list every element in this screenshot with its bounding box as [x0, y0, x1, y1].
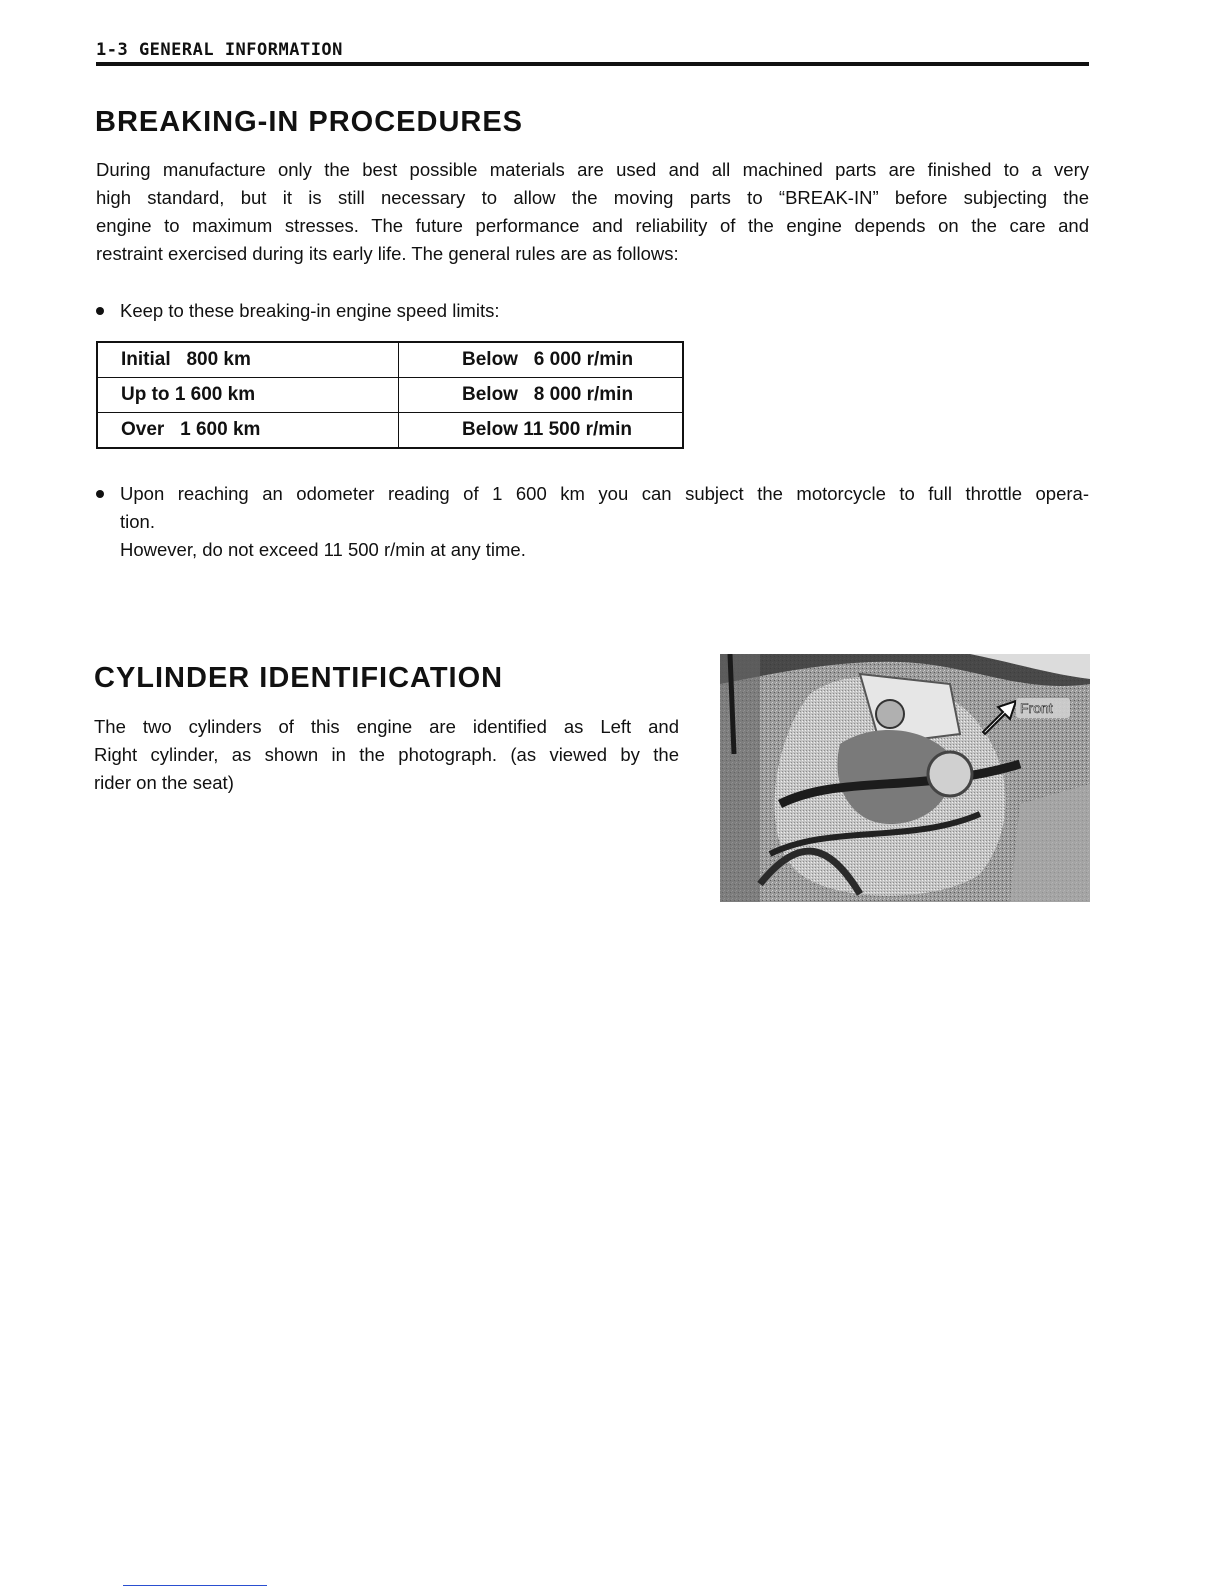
distance-cell: Over 1 600 km: [97, 413, 399, 449]
limit-cell: Below 11 500 r/min: [399, 413, 684, 449]
cylinder-identification-title: CYLINDER IDENTIFICATION: [94, 662, 504, 694]
page-header: [96, 40, 1089, 66]
table-row: [97, 378, 683, 413]
intro-line: restraint exercised during its early life. The general rules are as follows:: [96, 243, 679, 264]
table-row: [97, 413, 683, 449]
bullet-speed-limits: [96, 297, 1089, 325]
bullet-dot: [96, 490, 104, 498]
cylinder-identification-text: [94, 713, 679, 797]
breaking-in-intro: [96, 156, 1089, 268]
breaking-in-title: BREAKING-IN PROCEDURES: [95, 106, 524, 138]
distance-cell: Up to 1 600 km: [97, 378, 399, 413]
bullet-full-throttle: [96, 480, 1089, 564]
bullet-dot: [96, 307, 104, 315]
intro-line: engine to maximum stresses. The future performance and reliability of the engine depends on the care and: [96, 215, 1089, 236]
bullet-text-line: tion.: [120, 511, 155, 532]
bullet-text-line: However, do not exceed 11 500 r/min at any time.: [120, 539, 526, 560]
cylinder-text-line: The two cylinders of this engine are identified as Left and: [94, 716, 679, 737]
table-row: [97, 342, 683, 378]
limit-cell: Below 6 000 r/min: [399, 342, 684, 378]
limit-cell: Below 8 000 r/min: [399, 378, 684, 413]
speed-limit-table: [96, 341, 684, 449]
bullet-text: Keep to these breaking-in engine speed limits:: [120, 300, 500, 321]
intro-line: During manufacture only the best possible materials are used and all machined parts are finished to a very: [96, 159, 1089, 180]
intro-line: high standard, but it is still necessary to allow the moving parts to “BREAK-IN” before subjecting the: [96, 187, 1089, 208]
page-header-title: 1-3 GENERAL INFORMATION: [96, 40, 343, 60]
cylinder-text-line: Right cylinder, as shown in the photograph. (as viewed by the: [94, 744, 679, 765]
engine-photo: [720, 654, 1090, 902]
cylinder-text-line: rider on the seat): [94, 772, 234, 793]
distance-cell: Initial 800 km: [97, 342, 399, 378]
front-label: Front: [1020, 700, 1053, 716]
bullet-text-line: Upon reaching an odometer reading of 1 600 km you can subject the motorcycle to full throttle opera-: [120, 483, 1089, 504]
